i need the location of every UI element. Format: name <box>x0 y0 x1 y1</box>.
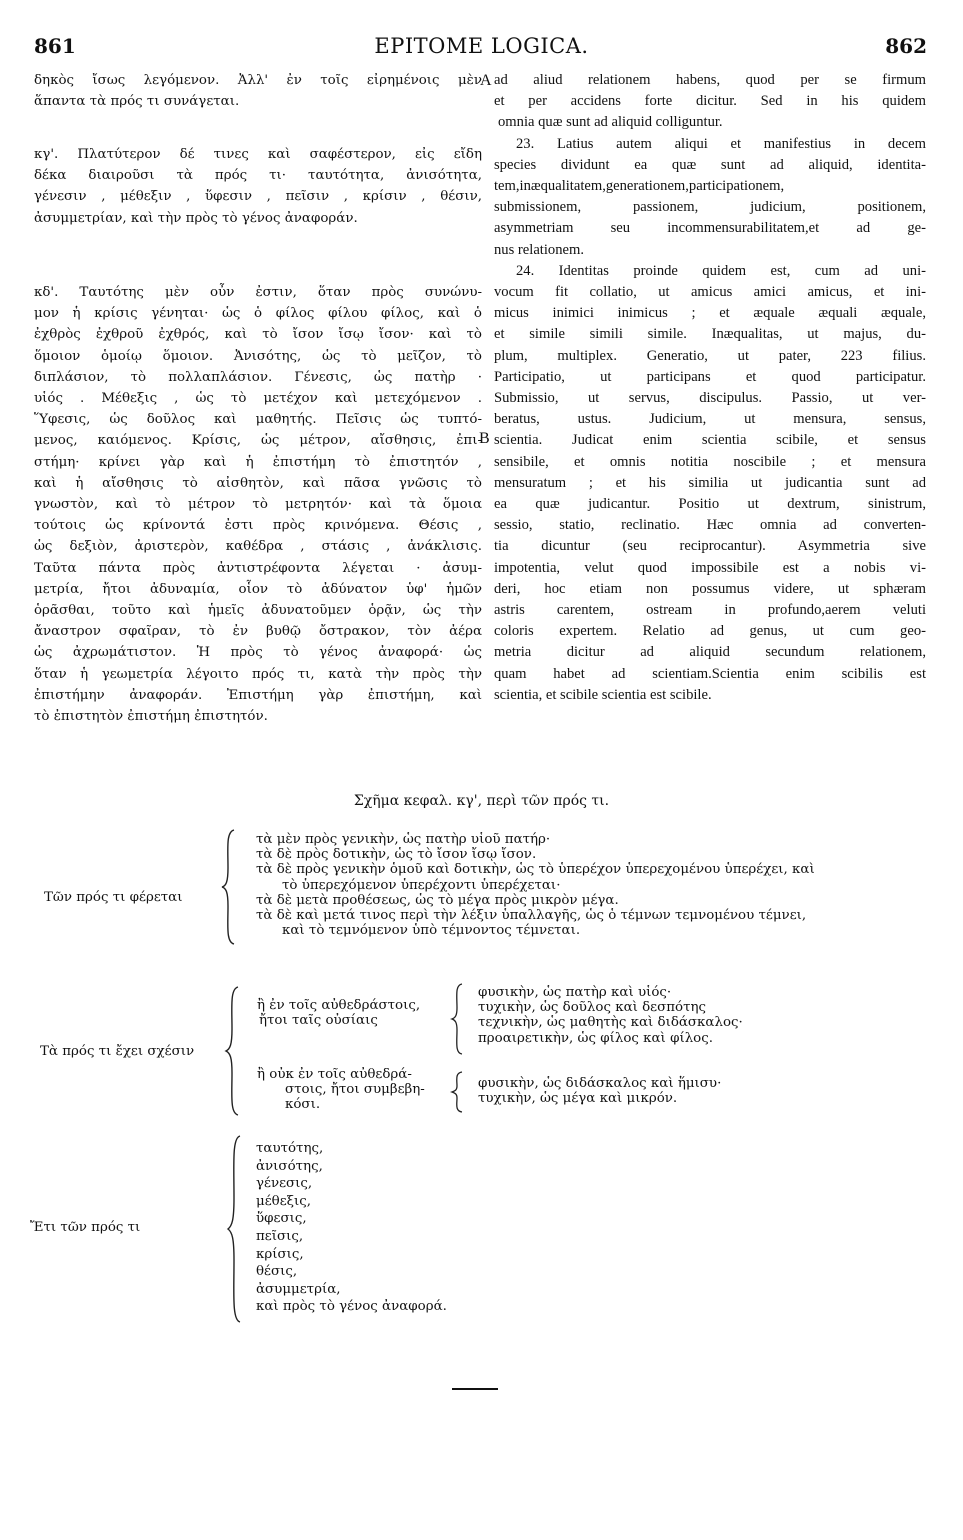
schema-group2-sub2-items <box>478 1076 721 1106</box>
latin-line: species dividunt ea quæ sunt ad aliquid, identita- <box>494 156 926 173</box>
schema-line: ἢ οὐκ ἐν τοῖς αὐθεδρά- <box>257 1067 412 1082</box>
greek-line: τούτοις ὡς κρίνοντά ἐστι πρὸς κρινόμενα. Θέσις , <box>34 518 482 534</box>
latin-line: beratus, ustus. Judicium, ut mensura, sensus, <box>494 411 926 428</box>
latin-line: sessio, statio, reclinatio. Hæc omnia ad converten- <box>494 517 926 534</box>
latin-line: vocum fit collatio, ut amicus amici amicus, et ini- <box>494 284 926 301</box>
latin-line: tia dicuntur (seu reciprocantur). Asymmetria sive <box>494 538 926 555</box>
latin-line: ad aliud relationem habens, quod per se firmum <box>494 72 926 88</box>
schema-group1-lines <box>256 832 815 938</box>
schema-line: τὰ δὲ καὶ μετά τινος περὶ τὴν λέξιν ὑπαλλαγῆς, ὡς ὁ τέμνων τεμνομένου τέμνει, <box>256 908 807 924</box>
schema-line: ἢ ἐν τοῖς αὐθεδράστοις, <box>257 998 421 1013</box>
greek-line: κγ'. Πλατύτερον δέ τινες καὶ σαφέστερον, εἰς εἴδη <box>34 147 482 162</box>
latin-line: quam habet ad scientiam.Scientia enim scibilis est <box>494 665 926 682</box>
left-brace-icon <box>220 828 238 946</box>
latin-line: metria dicitur ad aliquid secundum relationem, <box>494 644 926 661</box>
schema-group3-items <box>256 1140 447 1316</box>
latin-line: asymmetriam seu incommensurabilitatem,et ad ge- <box>494 220 926 237</box>
schema-line: τὰ δὲ πρὸς γενικὴν ὁμοῦ καὶ δοτικὴν, ὡς τὸ ὑπερέχον ὑπερεχομένου ὑπερέχει, καὶ <box>256 862 815 878</box>
latin-line: plum, multiplex. Generatio, ut pater, 223 filius. <box>494 347 926 364</box>
latin-line: 24. Identitas proinde quidem est, cum ad uni- <box>516 262 926 279</box>
greek-line: Ὕφεσις, ὡς δοῦλος καὶ μαθητής. Πεῖσις ὡς τυπτό- <box>34 412 482 428</box>
greek-line: μον ἡ κρίσις γένηται· ὡς ὁ φίλος φίλου φίλος, καὶ ὁ <box>34 306 482 322</box>
greek-line: ἀσυμμετρίαν, καὶ τὴν πρὸς τὸ γένος ἀναφοράν. <box>34 210 358 226</box>
greek-line: ὡς δεξιὸν, ἀριστερὸν, καθέδρα , στάσις , ἀνάκλισις. <box>34 539 482 555</box>
greek-line: μετρία, ἤτοι ἀδυναμία, οἷον τὸ ἀδύνατον ὑφ' ἡμῶν <box>34 581 482 597</box>
greek-line: ὅταν ἡ γεωμετρία λέγοιτο πρός τι, κατὰ τὴν πρὸς τὴν <box>34 666 482 682</box>
schema-line: τὰ δὲ μετὰ προθέσεως, ὡς τὸ μέγα πρὸς μικρὸν μέγα. <box>256 892 619 908</box>
greek-line: καὶ ἡ αἴσθησις τὸ αἰσθητὸν, καὶ πᾶσα γνῶσις τὸ <box>34 475 482 491</box>
greek-line: ὁρᾶσθαι, τοῦτο καὶ ἡμεῖς ἀδυνατοῦμεν ὁρᾷν, ὡς τὴν <box>34 603 482 619</box>
latin-line: sensibile, et omnis notitia noscibile ; et mensura <box>494 453 926 470</box>
schema-line: καὶ πρὸς τὸ γένος ἀναφορά. <box>256 1299 447 1315</box>
schema-line: προαιρετικὴν, ὡς φίλος καὶ φίλος. <box>478 1030 713 1046</box>
schema-line: ἤτοι ταῖς οὐσίαις <box>259 1013 378 1029</box>
schema-group2-sub2 <box>257 1067 425 1113</box>
latin-line: et per accidens forte dicitur. Sed in his quidem <box>494 93 926 110</box>
greek-line: διπλάσιον, τὸ πολλαπλάσιον. Γένεσις, ὡς πατὴρ · <box>34 369 482 385</box>
latin-line: impotentia, velut quod impossibile est a nobis vi- <box>494 559 926 576</box>
greek-line: ἅπαντα τὰ πρός τι συνάγεται. <box>34 94 240 110</box>
greek-line: στήμη· κρίνει γὰρ καὶ ἡ ἐπιστήμη τὸ ἐπιστητόν , <box>34 454 482 470</box>
schema-line: πεῖσις, <box>256 1228 304 1244</box>
schema-line: κρίσις, <box>256 1246 304 1262</box>
greek-block-1 <box>34 70 482 112</box>
schema-line: φυσικὴν, ὡς πατὴρ καὶ υἱός· <box>478 985 672 1000</box>
schema-group3-label: Ἔτι τῶν πρός τι <box>30 1220 141 1235</box>
left-brace-icon <box>224 985 242 1117</box>
schema-line: τὰ μὲν πρὸς γενικὴν, ὡς πατὴρ υἱοῦ πατήρ· <box>256 832 551 847</box>
margin-letter-a: A <box>480 72 492 89</box>
schema-line: ὕφεσις, <box>256 1211 307 1227</box>
latin-line: submissionem, passionem, judicium, positionem, <box>494 199 926 216</box>
latin-line: micus inimici inimicus ; et æquale æquali æquale, <box>494 305 926 322</box>
greek-line: ὡς ἀχρωμάτιστον. Ἡ πρὸς τὸ γένος ἀναφορά· ὡς <box>34 645 482 661</box>
greek-line: ἄναστρον σφαῖραν, τὸ ἐν βυθῷ ὄστρακον, τὸν ἀέρα <box>34 624 482 640</box>
greek-line: δέκα διαιροῦσι τὰ πρός τι· ταυτότητα, ἀνισότητα, <box>34 168 482 184</box>
greek-block-2 <box>34 144 482 229</box>
schema-line: στοις, ἤτοι συμβεβη- <box>285 1082 425 1098</box>
left-brace-icon <box>226 1134 244 1324</box>
schema-group1-label: Τῶν πρός τι φέρεται <box>44 890 183 905</box>
schema-line: θέσις, <box>256 1264 298 1280</box>
greek-line: ὅμοιον ὁμοίῳ ὅμοιον. Ἀνισότης, ὡς τὸ μεῖζον, τὸ <box>34 348 482 364</box>
schema-line: γένεσις, <box>256 1176 313 1192</box>
greek-line: Ταῦτα πάντα πρὸς ἀντιστρέφοντα λέγεται · ἀσυμ- <box>34 560 482 576</box>
greek-line: τὸ ἐπιστητὸν ἐπιστήμη ἐπιστητόν. <box>34 709 268 725</box>
schema-group2-sub1 <box>257 998 420 1028</box>
schema-line: καὶ τὸ τεμνόμενον ὑπὸ τέμνοντος τέμνεται. <box>282 923 581 939</box>
latin-line: coloris expertem. Relatio ad genus, ut cum geo- <box>494 623 926 640</box>
schema-line: τυχικὴν, ὡς δοῦλος καὶ δεσπότης <box>478 1000 707 1016</box>
greek-line: γένεσιν , μέθεξιν , ὕφεσιν , πεῖσιν , κρίσιν , θέσιν, <box>34 189 482 205</box>
schema-title: Σχῆμα κεφαλ. κγ', περὶ τῶν πρός τι. <box>353 793 610 809</box>
latin-column <box>494 70 926 706</box>
schema-line: ταυτότης, <box>256 1141 324 1156</box>
end-rule <box>452 1388 498 1390</box>
greek-line: γνωστὸν, καὶ τὸ μέτρον τὸ μετρητόν· καὶ τὰ ὅμοια <box>34 497 482 513</box>
schema-line: κόσι. <box>285 1097 321 1113</box>
greek-line: ἐπιστήμην ἀναφοράν. Ἐπιστήμη γὰρ ἐπιστήμη, καὶ <box>34 687 482 703</box>
latin-line: astris carentem, ostream in profundo,aerem veluti <box>494 602 926 619</box>
latin-line: mensuratum ; et his similia ut judicantia sunt ad <box>494 474 926 491</box>
greek-line: υἱός . Μέθεξις , ὡς τὸ μετέχον καὶ μετεχόμενον . <box>34 391 482 407</box>
greek-line: ἐχθρὸς ἐχθροῦ ἐχθρός, καὶ τὸ ἴσον ἴσῳ ἴσον· καὶ τὸ <box>34 327 482 343</box>
page-number-left: 861 <box>34 34 76 58</box>
schema-line: ἀσυμμετρία, <box>256 1281 341 1297</box>
latin-line: Participatio, ut participans et quod participatur. <box>494 368 926 385</box>
schema-line: μέθεξις, <box>256 1193 312 1209</box>
left-brace-icon <box>450 982 466 1056</box>
running-title: EPITOME LOGICA. <box>374 34 589 58</box>
page-number-right: 862 <box>885 34 927 58</box>
latin-line: scientia. Judicat enim scientia scibile, et sensus <box>494 432 926 449</box>
latin-line: deri, hoc etiam non possumus videre, ut sphæram <box>494 580 926 597</box>
greek-line: μενος, καιόμενος. Κρίσις, ὡς μέτρον, αἴσθησις, ἐπι- <box>34 433 482 449</box>
latin-line: et simile simili simile. Inæqualitas, ut majus, du- <box>494 326 926 343</box>
latin-line: 23. Latius autem aliqui et manifestius in decem <box>516 135 926 152</box>
latin-line: Submissio, ut servus, discipulus. Passio, ut ver- <box>494 390 926 407</box>
greek-line: δηκὸς ἴσως λεγόμενον. Ἀλλ' ἐν τοῖς εἰρημένοις μὲν <box>34 73 482 88</box>
schema-line: τὸ ὑπερεχόμενον ὑπερέχοντι ὑπερέχεται· <box>282 877 561 893</box>
schema-group2-label: Τὰ πρός τι ἔχει σχέσιν <box>40 1044 195 1059</box>
greek-line: κδ'. Ταυτότης μὲν οὖν ἐστιν, ὅταν πρὸς συνώνυ- <box>34 285 482 300</box>
margin-letter-b: B <box>479 430 490 447</box>
latin-line: ea quæ judicantur. Positio ut dextrum, sinistrum, <box>494 496 926 513</box>
schema-line: τὰ δὲ πρὸς δοτικὴν, ὡς τὸ ἴσον ἴσῳ ἴσον. <box>256 847 537 863</box>
latin-line: nus relationem. <box>494 241 584 258</box>
left-brace-icon <box>450 1070 466 1114</box>
greek-block-3 <box>34 282 482 727</box>
schema-line: ἀνισότης, <box>256 1158 323 1174</box>
schema-line: τεχνικὴν, ὡς μαθητὴς καὶ διδάσκαλος· <box>478 1015 743 1031</box>
schema-group2-sub1-items <box>478 985 743 1046</box>
latin-line: omnia quæ sunt ad aliquid colliguntur. <box>498 114 723 131</box>
schema-line: φυσικὴν, ὡς διδάσκαλος καὶ ἥμισυ· <box>478 1076 722 1091</box>
latin-line: tem,inæqualitatem,generationem,participationem, <box>494 178 785 195</box>
schema-line: τυχικὴν, ὡς μέγα καὶ μικρόν. <box>478 1091 678 1107</box>
latin-line: scientia, et scibile scientia est scibile. <box>494 686 712 703</box>
